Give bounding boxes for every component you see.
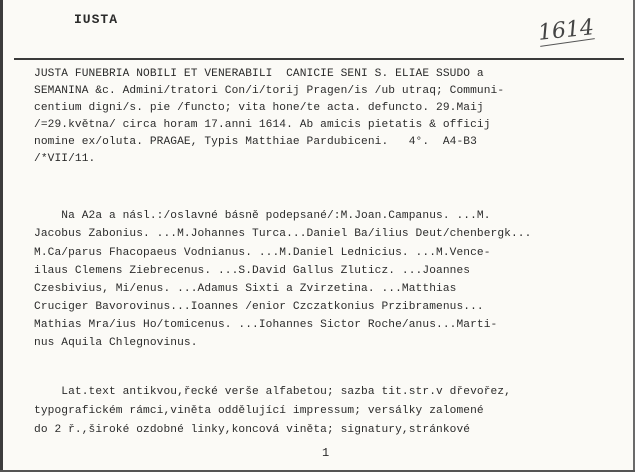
card-left-edge <box>0 0 3 472</box>
catalog-number: 1614 <box>536 15 596 46</box>
text-line: Cruciger Bavorovinus...Ioannes /enior Czczatkonius Przibramenus... <box>34 301 484 313</box>
header-rule <box>14 58 624 60</box>
text-line: Jacobus Zabonius. ...M.Johannes Turca...Daniel Ba/ilius Deut/chenbergk... <box>34 228 532 240</box>
text-line: Lat.text antikvou,řecké verše alfabetou; sazba tit.str.v dřevořez, <box>34 386 511 398</box>
text-line: /*VII/11. <box>34 153 96 165</box>
text-line: Mathias Mra/ius Ho/tomicenus. ...Iohannes Sictor Roche/anus...Marti- <box>34 319 498 331</box>
page-number: 1 <box>322 446 330 460</box>
text-line: typografickém rámci,viněta oddělující impressum; versálky zalomené <box>34 405 484 417</box>
text-line: nomine ex/oluta. PRAGAE, Typis Matthiae Pardubiceni. 4°. A4-B3 <box>34 136 477 148</box>
text-line: /=29.května/ circa horam 17.anni 1614. Ab amicis pietatis & officij <box>34 119 491 131</box>
card-heading: IUSTA <box>74 12 119 27</box>
text-line: ilaus Clemens Ziebrecenus. ...S.David Gallus Zluticz. ...Joannes <box>34 265 471 277</box>
text-line: JUSTA FUNEBRIA NOBILI ET VENERABILI CANICIE SENI S. ELIAE SSUDO a <box>34 68 484 80</box>
text-line: nus Aquila Chlegnovinus. <box>34 337 198 349</box>
text-line: M.Ca/parus Fhacopaeus Vodnianus. ...M.Daniel Lednicius. ...M.Vence- <box>34 247 491 259</box>
text-line: SEMANINA &c. Admini/tratori Con/i/torij Pragen/is /ub utraq; Communi- <box>34 85 505 97</box>
text-line: centium digni/s. pie /functo; vita hone/te acta. defuncto. 29.Maij <box>34 102 484 114</box>
text-line: do 2 ř.,široké ozdobné linky,koncová viněta; signatury,stránkové <box>34 424 471 436</box>
text-line: Czesbivius, Mi/enus. ...Adamus Sixti a Zvirzetina. ...Matthias <box>34 283 457 295</box>
text-line: Na A2a a násl.:/oslavné básně podepsané/:M.Joan.Campanus. ...M. <box>34 210 491 222</box>
